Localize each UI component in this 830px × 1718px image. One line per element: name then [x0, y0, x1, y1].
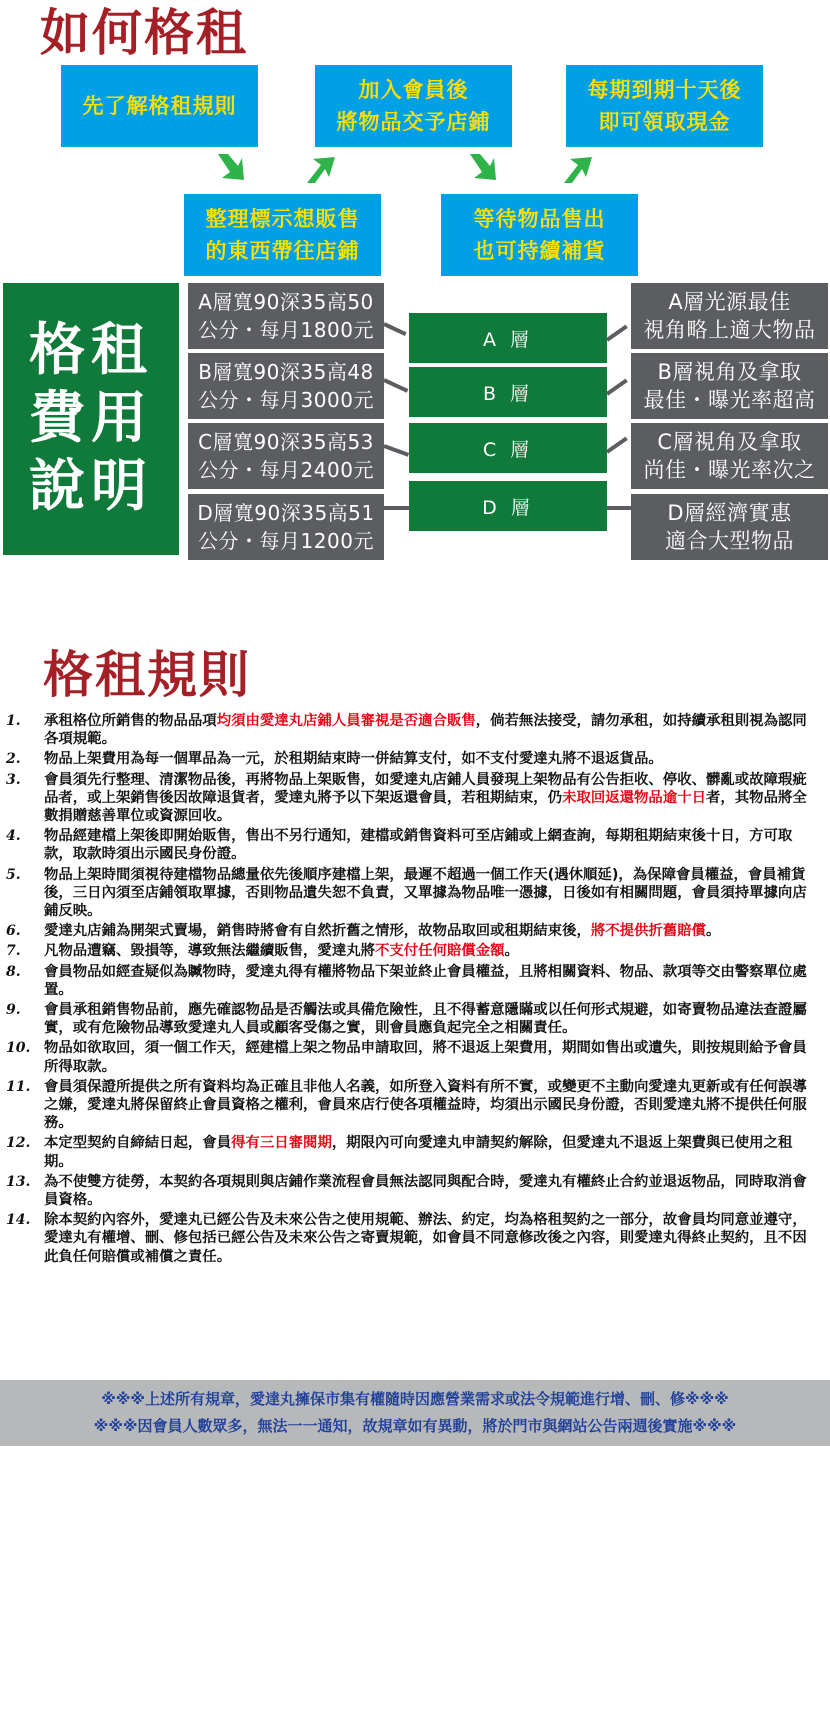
fee-note-c-line1: C層視角及拿取 — [657, 430, 802, 454]
connector-line — [383, 378, 408, 393]
arrow-down-right-icon — [214, 152, 248, 182]
rule-item — [0, 1078, 830, 1133]
rule-number: 7. — [6, 943, 21, 960]
step-collect-cash-line2: 即可領取現金 — [598, 110, 731, 134]
fee-note-c-line2: 尚佳・曝光率次之 — [643, 458, 816, 482]
step-collect-cash — [566, 65, 763, 147]
how-to-title: 如何格租 — [40, 4, 248, 62]
rule-text: 者，其物品將全數捐贈慈善單位或資源回收。 — [44, 789, 807, 825]
rule-text: 凡物品遭竊、毀損等，導致無法繼續販售，愛達丸將 — [44, 943, 375, 960]
notice-line2: ※※※因會員人數眾多，無法一一通知，故規章如有異動，將於門市與網站公告兩週後實施※※※ — [93, 1417, 737, 1435]
rule-text: 。 — [706, 923, 721, 940]
fee-size-b-line2: 公分・每月3000元 — [198, 388, 374, 412]
rule-highlight: 均須由愛達丸店鋪人員審視是否適合販售 — [216, 713, 476, 729]
level-a-box — [409, 313, 607, 363]
rule-number: 8. — [6, 963, 21, 980]
fee-note-d-line1: D層經濟實惠 — [667, 501, 792, 525]
rule-item — [0, 866, 830, 921]
step-wait-sale-line2: 也可持續補貨 — [473, 239, 606, 263]
fee-note-a — [631, 283, 828, 349]
fee-note-a-line1: A層光源最佳 — [668, 290, 791, 314]
rule-text: 物品如欲取回，須一個工作天，經建檔上架之物品申請取回，將不退返上架費用，期間如售出或遺失，則按規則給予會員所得取款。 — [44, 1040, 807, 1075]
rule-text: 愛達丸店鋪為開架式賣場，銷售時將會有自然折舊之情形，故物品取回或租期結束後， — [44, 923, 591, 940]
rule-number: 11. — [6, 1078, 31, 1095]
rule-text: 。 — [504, 943, 519, 960]
rule-number: 5. — [6, 866, 21, 883]
connector-line — [606, 325, 628, 342]
fee-size-b-line1: B層寬90深35高48 — [198, 360, 374, 384]
rule-number: 13. — [6, 1173, 31, 1190]
connector-line — [606, 437, 628, 454]
rule-number: 4. — [6, 828, 21, 845]
fee-size-c-line1: C層寬90深35高53 — [198, 430, 374, 454]
rule-text: 會員物品如經查疑似為贓物時，愛達丸得有權將物品下架並終止會員權益，且將相關資料、物品、款項等交由警察單位處置。 — [44, 963, 807, 998]
rule-number: 9. — [6, 1002, 21, 1019]
rule-number: 3. — [6, 771, 21, 788]
step-join-member-line1: 加入會員後 — [358, 78, 469, 102]
rule-text: 為不使雙方徒勞，本契約各項規則與店鋪作業流程會員無法認同與配合時，愛達丸有權終止合約並退返物品，同時取消會員資格。 — [44, 1173, 807, 1209]
rule-item — [0, 771, 830, 826]
rule-item — [0, 922, 830, 940]
rule-highlight: 未取回返還物品逾十日 — [562, 789, 706, 806]
rule-number: 6. — [6, 923, 21, 940]
fee-note-d-line2: 適合大型物品 — [665, 529, 794, 553]
rule-number: 1. — [6, 713, 21, 729]
step-prepare-items — [184, 194, 381, 276]
rule-item — [0, 1134, 830, 1170]
step-wait-sale-line1: 等待物品售出 — [473, 207, 606, 231]
step-prepare-items-line2: 的東西帶往店鋪 — [205, 239, 360, 263]
rules-title: 格租規則 — [43, 646, 251, 704]
fee-heading-line1: 格租 — [29, 318, 153, 383]
fee-note-b — [631, 353, 828, 419]
fee-size-d-line1: D層寬90深35高51 — [197, 501, 375, 525]
rule-item — [0, 963, 830, 999]
step-learn-rules-label: 先了解格租規則 — [82, 94, 237, 118]
rule-text: 本定型契約自締結日起，會員 — [44, 1135, 232, 1152]
fee-size-c — [188, 423, 384, 489]
rule-number: 2. — [6, 751, 21, 768]
level-c-label: C 層 — [482, 438, 534, 461]
fee-size-a-line1: A層寬90深35高50 — [198, 290, 374, 314]
rule-highlight: 將不提供折舊賠償 — [590, 923, 706, 940]
rule-number: 14. — [6, 1212, 31, 1229]
level-c-box — [409, 423, 607, 473]
rule-text: 會員須先行整理、清潔物品後，再將物品上架販售，如愛達丸店鋪人員發現上架物品有公告拒收、停收、髒亂或故障瑕疵品者，或上架銷售後因故障退貨者，愛達丸將予以下架返還會員，若租期結束，仍 — [44, 771, 807, 806]
rule-number: 12. — [6, 1135, 31, 1152]
rules-list — [0, 712, 830, 1268]
rule-text: ，期限內可向愛達丸申請契約解除，但愛達丸不退返上架費與已使用之租期。 — [44, 1135, 793, 1170]
connector-line — [607, 506, 631, 510]
rule-item — [0, 1039, 830, 1075]
fee-note-b-line2: 最佳・曝光率超高 — [643, 388, 816, 412]
level-d-box — [409, 481, 607, 531]
fee-note-d — [631, 494, 828, 560]
step-join-member — [315, 65, 512, 147]
fee-note-c — [631, 423, 828, 489]
step-collect-cash-line1: 每期到期十天後 — [587, 78, 742, 102]
connector-line — [606, 379, 628, 396]
fee-size-c-line2: 公分・每月2400元 — [198, 458, 374, 482]
rule-text: 會員承租銷售物品前，應先確認物品是否觸法或具備危險性，且不得蓄意隱瞞或以任何形式規避，如寄賣物品違法查證屬實，或有危險物品導致愛達丸人員或顧客受傷之實，則會員應負起完全之相關責任。 — [44, 1002, 807, 1037]
level-b-box — [409, 367, 607, 417]
rule-text: ，倘若無法接受，請勿承租，如持續承租則視為認同各項規範。 — [44, 713, 807, 748]
fee-note-a-line2: 視角略上適大物品 — [643, 318, 816, 342]
level-a-label: A 層 — [482, 328, 534, 351]
fee-size-d — [188, 494, 384, 560]
step-prepare-items-line1: 整理標示想販售 — [205, 207, 360, 231]
arrow-up-right-icon — [305, 155, 339, 185]
rule-item — [0, 942, 830, 960]
fee-heading-line3: 說明 — [29, 454, 153, 519]
step-join-member-line2: 將物品交予店鋪 — [336, 110, 491, 134]
step-wait-sale — [441, 194, 638, 276]
rule-highlight: 不支付任何賠償金額 — [375, 943, 505, 960]
rule-item — [0, 1001, 830, 1037]
rule-text: 會員須保證所提供之所有資料均為正確且非他人名義，如所登入資料有所不實，或變更不主動向愛達丸更新或有任何誤導之嫌，愛達丸將保留終止會員資格之權利，會員來店行使各項權益時，均須出示國民身份證，否則愛達丸將不提供任何服務。 — [44, 1078, 807, 1132]
rule-highlight: 得有三日審閱期 — [231, 1135, 332, 1152]
fee-heading-line2: 費用 — [29, 386, 153, 451]
rule-text: 物品經建檔上架後即開始販售，售出不另行通知，建檔或銷售資料可至店鋪或上網查詢，每期租期結束後十日，方可取款，取款時須出示國民身份證。 — [44, 828, 793, 863]
fee-size-b — [188, 353, 384, 419]
arrow-down-right-icon — [466, 152, 500, 182]
rule-text: 物品上架費用為每一個單品為一元，於租期結束時一併結算支付，如不支付愛達丸將不退返貨品。 — [44, 751, 663, 768]
rule-number: 10. — [6, 1040, 31, 1057]
connector-line — [383, 444, 409, 457]
fee-size-a-line2: 公分・每月1800元 — [198, 318, 374, 342]
connector-line — [384, 506, 410, 510]
rule-item — [0, 712, 830, 748]
rule-text: 除本契約內容外，愛達丸已經公告及未來公告之使用規範、辦法、約定，均為格租契約之一部分，故會員均同意並遵守，愛達丸有權增、刪、修包括已經公告及未來公告之寄賣規範，如會員不同意修改後之內容，則愛達丸得終止契約，且不因此負任何賠償或補償之責任。 — [44, 1212, 807, 1265]
rule-item — [0, 1173, 830, 1209]
fee-size-a — [188, 283, 384, 349]
rule-item — [0, 1211, 830, 1266]
fee-heading — [3, 283, 179, 555]
fee-size-d-line2: 公分・每月1200元 — [198, 529, 374, 553]
rule-text: 物品上架時間須視待建檔物品總量依先後順序建檔上架，最遲不超過一個工作天(遇休順延)，為保障會員權益，會員補貨後，三日內須至店鋪領取單據，否則物品遺失恕不負責，又單據為物品唯一憑據，日後如有相關問題，會員須持單據向店鋪反映。 — [44, 866, 807, 920]
fee-note-b-line1: B層視角及拿取 — [657, 360, 802, 384]
rule-text: 承租格位所銷售的物品品項 — [44, 713, 217, 729]
rule-item — [0, 827, 830, 863]
level-b-label: B 層 — [482, 382, 534, 405]
arrow-up-right-icon — [562, 155, 596, 185]
connector-line — [383, 322, 406, 336]
notice-banner — [0, 1380, 830, 1446]
notice-line1: ※※※上述所有規章，愛達丸擁保市集有權隨時因應營業需求或法令規範進行增、刪、修※※※ — [101, 1390, 729, 1408]
level-d-label: D 層 — [482, 496, 534, 519]
step-learn-rules — [61, 65, 258, 147]
rule-item — [0, 750, 830, 768]
